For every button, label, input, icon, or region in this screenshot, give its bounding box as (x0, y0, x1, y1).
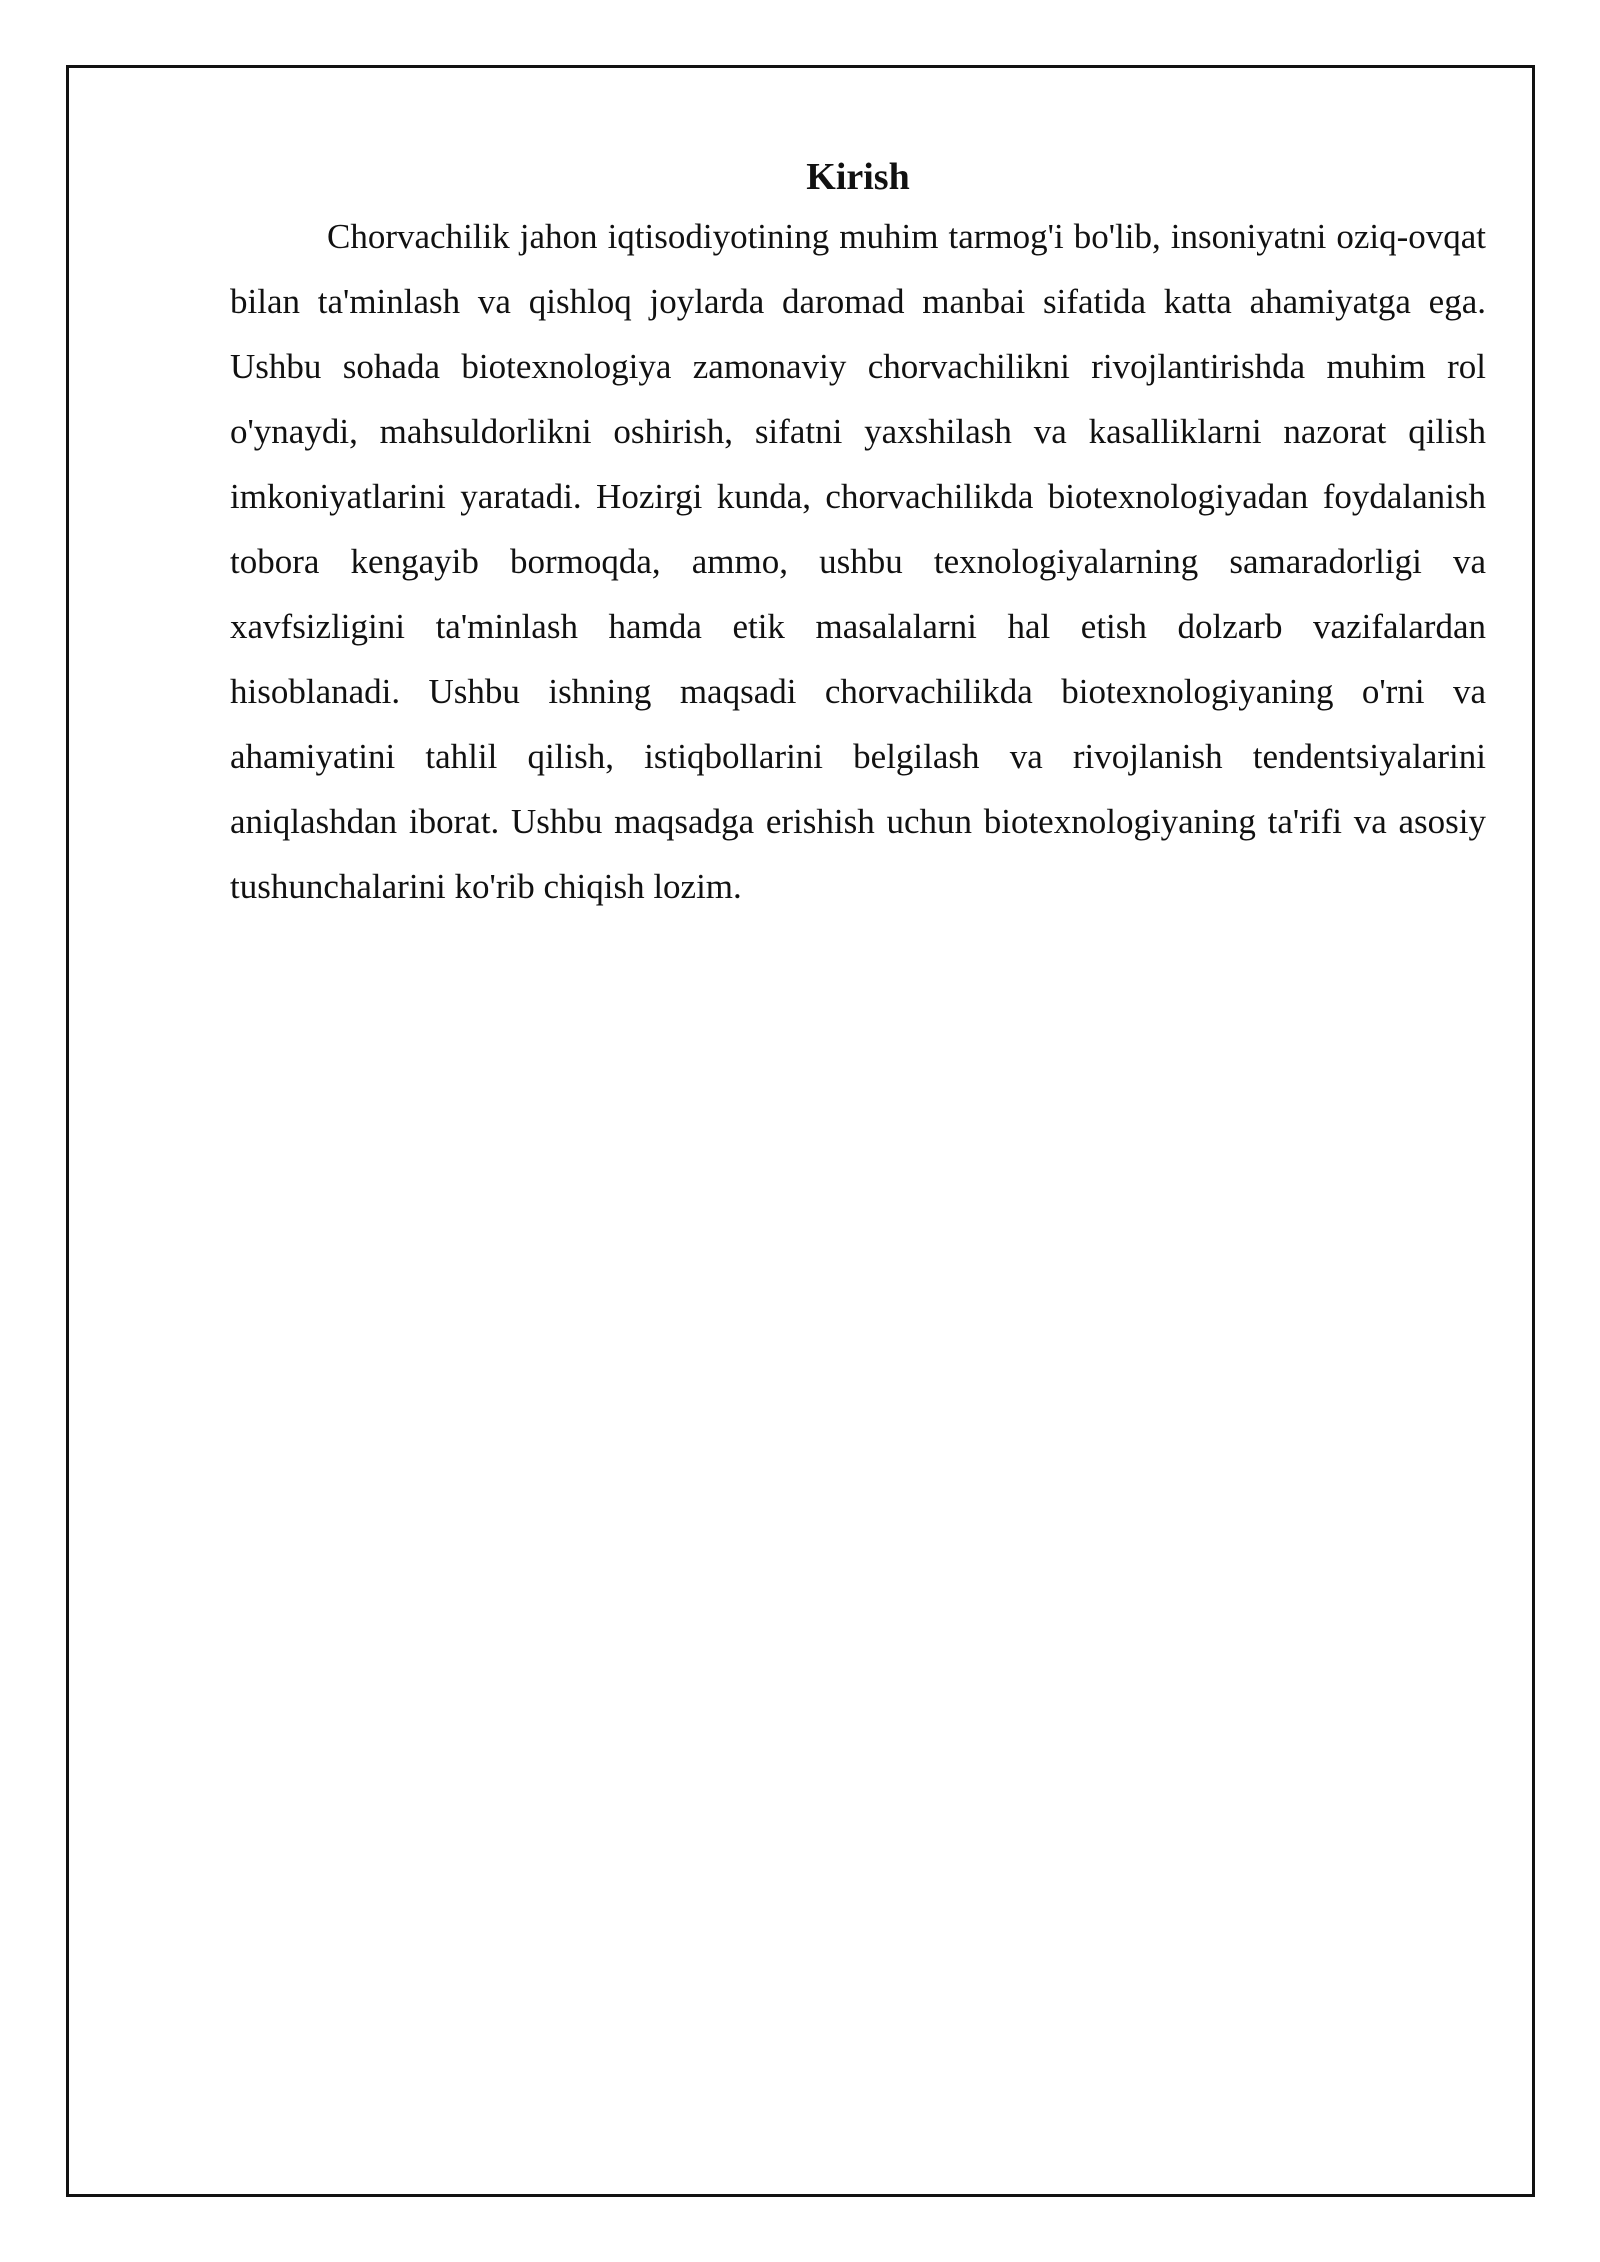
section-heading: Kirish (806, 156, 910, 198)
document-body (230, 150, 1486, 919)
intro-paragraph: Chorvachilik jahon iqtisodiyotining muhim tarmog'i bo'lib, insoniyatni oziq-ovqat bilan ta'minlash va qishloq joylarda daromad manbai sifatida katta ahamiyatga ega. Ushbu sohada biotexnologiya zamonaviy chorvachilikni rivojlantirishda muhim rol o'ynaydi, mahsuldorlikni oshirish, sifatni yaxshilash va kasalliklarni nazorat qilish imkoniyatlarini yaratadi. Hozirgi kunda, chorvachilikda biotexnologiyadan foydalanish tobora kengayib bormoqda, ammo, ushbu texnologiyalarning samaradorligi va xavfsizligini ta'minlash hamda etik masalalarni hal etish dolzarb vazifalardan hisoblanadi. Ushbu ishning maqsadi chorvachilikda biotexnologiyaning o'rni va ahamiyatini tahlil qilish, istiqbollarini belgilash va rivojlanish tendentsiyalarini aniqlashdan iborat. Ushbu maqsadga erishish uchun biotexnologiyaning ta'rifi va asosiy tushunchalarini ko'rib chiqish lozim. (230, 217, 1486, 906)
